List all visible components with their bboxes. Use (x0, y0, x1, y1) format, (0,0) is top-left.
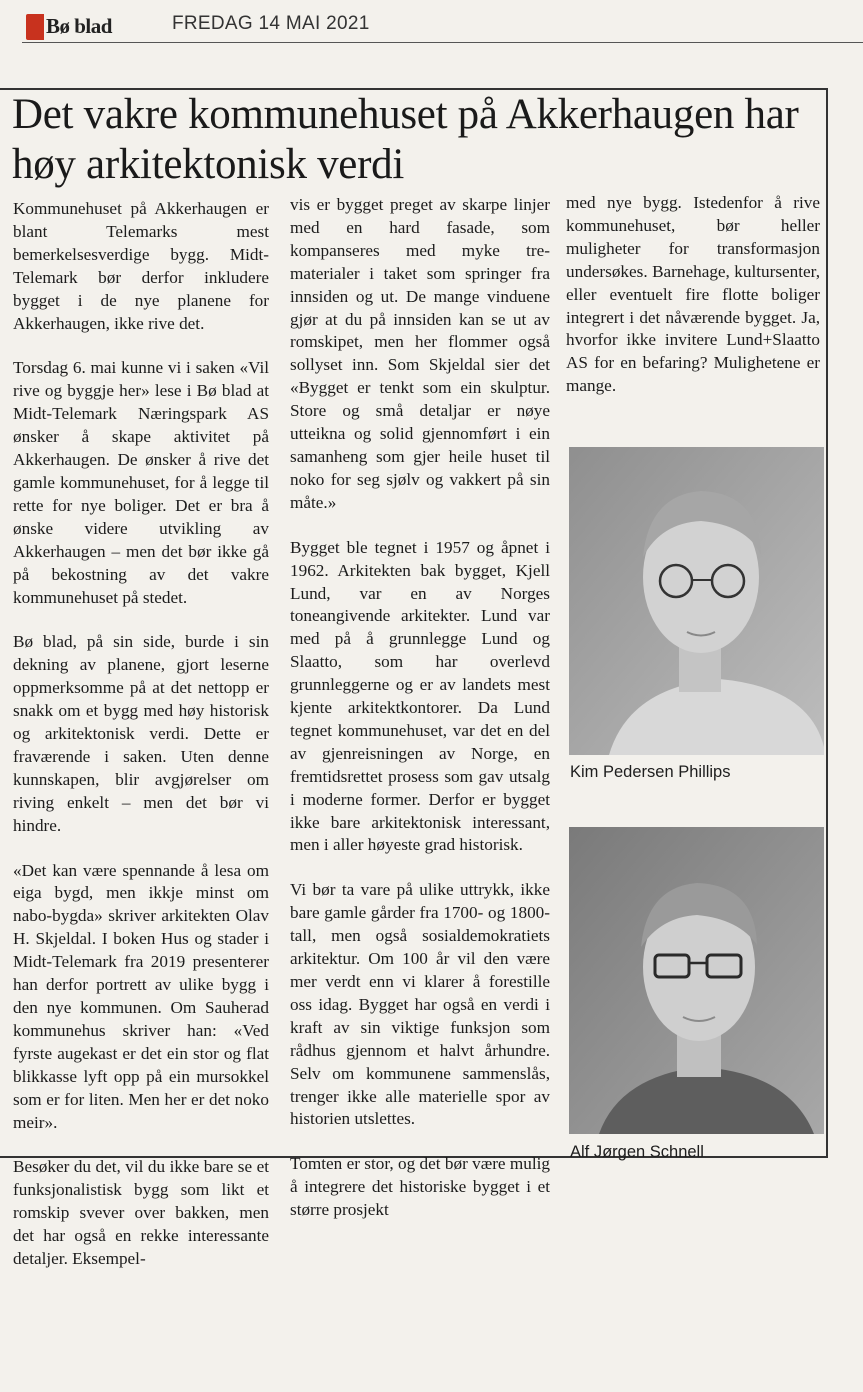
article-frame-right (826, 88, 828, 1158)
paragraph: Torsdag 6. mai kunne vi i saken «Vil rive og byggje her» lese i Bø blad at Midt-Telemark Næringspark AS ønsker å skape aktivitet på Akkerhaugen. De ønsker å rive det gamle kommunehuset, for å legge til rette for nye boliger. Det er bra å ønske videre utvikling av Akkerhaugen – men det bør ikke gå på bekostning av det vakre kommunehuset på stedet. (13, 358, 269, 607)
paragraph: vis er bygget preget av skarpe linjer med en hard fasade, som kompanseres med myke tre-materialer i taket som springer fra innsiden og ut. De mange vinduene gjør at du på innsiden kan se ut av romskipet, men her flommer også sollyset inn. Som Skjeldal sier det «Bygget er tenkt som ein skulptur. Store og små detaljar er nøye utteikna og solid gjennomført i ein samanheng som gjer heile huset til noko for seg sjølv og vakkert på sin måte.» (290, 195, 550, 512)
paragraph: med nye bygg. Istedenfor å rive kommunehuset, bør heller muligheter for transformasjon undersøkes. Barnehage, kultursenter, eller eventuelt fire flotte boliger integrert i det nåværende bygget. Ja, hvorfor ikke invitere Lund+Slaatto AS for en befaring? Mulighetene er mange. (566, 193, 820, 396)
paragraph: «Det kan være spennande å lesa om eiga bygd, men ikkje minst om nabo-bygda» skriver arkitekten Olav H. Skjeldal. I boken Hus og stader i Midt-Telemark fra 2019 presenterer han derfor portrett av ulike bygg i den nye kommunen. Om Sauherad kommunehus skriver han: «Ved fyrste augekast er det ein stor og flat blikkasse lyft opp på ein mursokkel som er for liten. Men her er det noko meir». (13, 860, 269, 1132)
article-column-2 (290, 194, 550, 1244)
photo-caption: Kim Pedersen Phillips (570, 763, 731, 781)
paragraph: Tomten er stor, og det bør være mulig å integrere det historiske bygget i et større prosjekt (290, 1154, 550, 1220)
issue-date: FREDAG 14 MAI 2021 (172, 13, 370, 34)
paragraph: Bygget ble tegnet i 1957 og åpnet i 1962. Arkitekten bak bygget, Kjell Lund, var en av Norges toneangivende arkitekter. Lund var med på å grunnlegge Lund og Slaatto, som har overlevd grunnleggerne og er av landets mest kjente arkitektkontorer. Da Lund tegnet kommunehuset, var det en del av gjenreisningen av Norge, en fremtidsrettet prosess som gav utsalg i moderne former. Derfor er bygget ikke bare arkitektonisk interessant, men i aller høyeste grad historisk. (290, 537, 550, 855)
paragraph: Vi bør ta vare på ulike uttrykk, ikke bare gamle gårder fra 1700- og 1800-tall, men også sosialdemokratiets arkitektur. Om 100 år vil den være mer verdt enn vi klarer å forestille oss idag. Bygget har også en verdi i kraft av sin viktige funksjon som rådhus gjennom et halvt århundre. Selv om kommunene sammenslås, trenger ikke alle materielle spor av historien utslettes. (290, 880, 550, 1129)
article-headline: Det vakre kommunehuset på Akkerhaugen har høy arkitektonisk verdi (12, 91, 799, 188)
article-column-1 (13, 198, 269, 1293)
header-rule (22, 42, 863, 43)
paragraph: Kommunehuset på Akkerhaugen er blant Telemarks mest bemerkelsesverdige bygg. Midt-Telemark bør derfor inkludere bygget i de nye planene for Akkerhaugen, ikke rive det. (13, 199, 269, 333)
paragraph: Besøker du det, vil du ikke bare se et funksjonalistisk bygg som likt et romskip svever over bakken, men det har også en rekke interessante detaljer. Eksempel- (13, 1157, 269, 1269)
article-column-3 (566, 192, 820, 420)
photo-caption: Alf Jørgen Schnell (570, 1143, 704, 1161)
author-photo-1 (569, 447, 824, 755)
masthead (22, 6, 863, 46)
author-photo-2 (569, 827, 824, 1134)
paragraph: Bø blad, på sin side, burde i sin dekning av planene, gjort leserne oppmerksomme på at det nettopp er snakk om et bygg med høy historisk og arkitektonisk verdi. Dette er fraværende i saken. Uten denne kunnskapen, blir avgjørelser om riving enkelt – men det bør vi hindre. (13, 632, 269, 835)
newspaper-logo: Bø blad (46, 14, 112, 38)
logo-mark (26, 14, 44, 40)
